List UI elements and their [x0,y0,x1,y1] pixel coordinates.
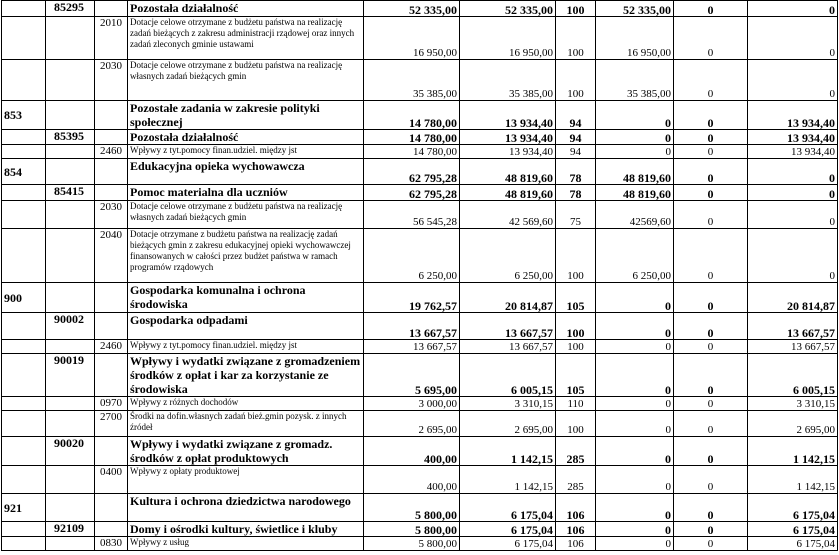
division-code-cell: 853 [2,101,46,130]
execution-percent-cell: 100 [556,1,596,17]
agreement-amount-cell: 0 [674,60,748,101]
description-cell: Wpływy i wydatki związane z gromadzeniem środków z opłat i kar za korzystanie ze środowiska [128,354,364,397]
paragraph-code-cell [95,494,128,522]
chapter-code-cell: 85395 [46,130,95,145]
own-amount-cell: 6 175,04 [748,494,838,522]
commissioned-amount-cell: 0 [596,466,674,494]
planned-amount-cell: 62 795,28 [364,185,460,201]
agreement-amount-cell: 0 [674,130,748,145]
division-code-cell [2,313,46,340]
chapter-code-cell: 90020 [46,437,95,466]
division-code-cell [2,354,46,397]
table-row [2,537,838,551]
agreement-amount-cell: 0 [674,201,748,229]
description-cell: Gospodarka komunalna i ochrona środowiska [128,283,364,313]
paragraph-code-cell [95,159,128,185]
executed-amount-cell: 48 819,60 [460,185,556,201]
execution-percent-cell: 78 [556,185,596,201]
budget-income-table [1,0,838,551]
paragraph-code-cell: 2030 [95,60,128,101]
chapter-code-cell [46,201,95,229]
agreement-amount-cell: 0 [674,17,748,60]
planned-amount-cell: 6 250,00 [364,229,460,283]
planned-amount-cell: 2 695,00 [364,411,460,437]
paragraph-code-cell: 2010 [95,17,128,60]
paragraph-code-cell [95,101,128,130]
commissioned-amount-cell: 35 385,00 [596,60,674,101]
paragraph-code-cell [95,1,128,17]
commissioned-amount-cell: 0 [596,130,674,145]
chapter-code-cell [46,537,95,551]
paragraph-code-cell [95,313,128,340]
agreement-amount-cell: 0 [674,411,748,437]
division-code-cell [2,340,46,354]
paragraph-code-cell: 2460 [95,340,128,354]
chapter-code-cell [46,60,95,101]
table-row [2,354,838,397]
paragraph-code-cell [95,130,128,145]
executed-amount-cell: 6 250,00 [460,229,556,283]
execution-percent-cell: 94 [556,130,596,145]
commissioned-amount-cell: 0 [596,522,674,537]
paragraph-code-cell: 2030 [95,201,128,229]
agreement-amount-cell: 0 [674,1,748,17]
division-code-cell [2,201,46,229]
planned-amount-cell: 35 385,00 [364,60,460,101]
executed-amount-cell: 6 005,15 [460,354,556,397]
planned-amount-cell: 13 667,57 [364,313,460,340]
description-cell: Pozostała działalność [128,130,364,145]
executed-amount-cell: 3 310,15 [460,397,556,411]
commissioned-amount-cell: 0 [596,145,674,159]
table-row [2,185,838,201]
table-row [2,201,838,229]
executed-amount-cell: 6 175,04 [460,537,556,551]
own-amount-cell: 2 695,00 [748,411,838,437]
executed-amount-cell: 1 142,15 [460,466,556,494]
description-cell: Środki na dofin.własnych zadań bież.gmin pozysk. z innych źródeł [128,411,364,437]
execution-percent-cell: 106 [556,522,596,537]
planned-amount-cell: 62 795,28 [364,159,460,185]
division-code-cell [2,411,46,437]
planned-amount-cell: 400,00 [364,437,460,466]
execution-percent-cell: 78 [556,159,596,185]
division-code-cell [2,185,46,201]
executed-amount-cell: 42 569,60 [460,201,556,229]
chapter-code-cell [46,159,95,185]
description-cell: Wpływy z tyt.pomocy finan.udziel. między jst [128,340,364,354]
planned-amount-cell: 56 545,28 [364,201,460,229]
division-code-cell [2,229,46,283]
execution-percent-cell: 94 [556,101,596,130]
planned-amount-cell: 16 950,00 [364,17,460,60]
own-amount-cell: 3 310,15 [748,397,838,411]
division-code-cell [2,60,46,101]
paragraph-code-cell [95,437,128,466]
paragraph-code-cell: 2460 [95,145,128,159]
description-cell: Wpływy z różnych dochodów [128,397,364,411]
chapter-code-cell [46,411,95,437]
division-code-cell: 854 [2,159,46,185]
description-cell: Wpływy i wydatki związane z gromadz. środków z opłat produktowych [128,437,364,466]
division-code-cell: 900 [2,283,46,313]
agreement-amount-cell: 0 [674,522,748,537]
description-cell: Edukacyjna opieka wychowawcza [128,159,364,185]
own-amount-cell: 13 934,40 [748,130,838,145]
chapter-code-cell [46,145,95,159]
agreement-amount-cell: 0 [674,340,748,354]
table-row [2,397,838,411]
own-amount-cell: 13 667,57 [748,313,838,340]
table-row [2,283,838,313]
executed-amount-cell: 13 667,57 [460,313,556,340]
description-cell: Pozostałe zadania w zakresie polityki społecznej [128,101,364,130]
agreement-amount-cell: 0 [674,283,748,313]
table-row [2,522,838,537]
paragraph-code-cell [95,522,128,537]
planned-amount-cell: 14 780,00 [364,101,460,130]
table-row [2,101,838,130]
description-cell: Dotacje celowe otrzymane z budżetu państwa na realizację zadań bieżących z zakresu administracji rządowej oraz innych zadań zleconych gminie ustawami [128,17,364,60]
chapter-code-cell [46,340,95,354]
execution-percent-cell: 106 [556,494,596,522]
chapter-code-cell [46,466,95,494]
execution-percent-cell: 100 [556,313,596,340]
executed-amount-cell: 6 175,04 [460,494,556,522]
planned-amount-cell: 5 800,00 [364,522,460,537]
executed-amount-cell: 16 950,00 [460,17,556,60]
execution-percent-cell: 106 [556,537,596,551]
agreement-amount-cell: 0 [674,185,748,201]
agreement-amount-cell: 0 [674,494,748,522]
planned-amount-cell: 14 780,00 [364,145,460,159]
paragraph-code-cell [95,283,128,313]
table-row [2,437,838,466]
execution-percent-cell: 105 [556,354,596,397]
planned-amount-cell: 13 667,57 [364,340,460,354]
commissioned-amount-cell: 42569,60 [596,201,674,229]
description-cell: Wpływy z tyt.pomocy finan.udziel. między jst [128,145,364,159]
own-amount-cell: 0 [748,229,838,283]
division-code-cell [2,145,46,159]
agreement-amount-cell: 0 [674,537,748,551]
chapter-code-cell [46,397,95,411]
table-row [2,411,838,437]
own-amount-cell: 6 005,15 [748,354,838,397]
executed-amount-cell: 1 142,15 [460,437,556,466]
division-code-cell [2,397,46,411]
table-row [2,17,838,60]
own-amount-cell: 13 934,40 [748,145,838,159]
paragraph-code-cell: 2040 [95,229,128,283]
commissioned-amount-cell: 0 [596,411,674,437]
table-row [2,60,838,101]
table-row [2,229,838,283]
execution-percent-cell: 100 [556,17,596,60]
description-cell: Gospodarka odpadami [128,313,364,340]
execution-percent-cell: 100 [556,60,596,101]
division-code-cell: 921 [2,494,46,522]
planned-amount-cell: 5 800,00 [364,494,460,522]
execution-percent-cell: 285 [556,437,596,466]
commissioned-amount-cell: 0 [596,397,674,411]
paragraph-code-cell: 2700 [95,411,128,437]
paragraph-code-cell: 0400 [95,466,128,494]
agreement-amount-cell: 0 [674,397,748,411]
agreement-amount-cell: 0 [674,466,748,494]
executed-amount-cell: 48 819,60 [460,159,556,185]
commissioned-amount-cell: 0 [596,283,674,313]
executed-amount-cell: 20 814,87 [460,283,556,313]
commissioned-amount-cell: 48 819,60 [596,185,674,201]
division-code-cell [2,130,46,145]
description-cell: Domy i ośrodki kultury, świetlice i kluby [128,522,364,537]
planned-amount-cell: 52 335,00 [364,1,460,17]
table-row [2,340,838,354]
agreement-amount-cell: 0 [674,313,748,340]
paragraph-code-cell [95,185,128,201]
table-row [2,313,838,340]
chapter-code-cell: 92109 [46,522,95,537]
division-code-cell [2,437,46,466]
chapter-code-cell [46,283,95,313]
agreement-amount-cell: 0 [674,229,748,283]
agreement-amount-cell: 0 [674,145,748,159]
commissioned-amount-cell: 0 [596,340,674,354]
table-body [2,1,838,551]
paragraph-code-cell: 0830 [95,537,128,551]
paragraph-code-cell: 0970 [95,397,128,411]
chapter-code-cell [46,494,95,522]
division-code-cell [2,17,46,60]
planned-amount-cell: 19 762,57 [364,283,460,313]
own-amount-cell: 0 [748,185,838,201]
commissioned-amount-cell: 0 [596,101,674,130]
own-amount-cell: 0 [748,1,838,17]
chapter-code-cell: 90002 [46,313,95,340]
executed-amount-cell: 13 934,40 [460,101,556,130]
table-row [2,1,838,17]
table-row [2,145,838,159]
description-cell: Wpływy z opłaty produktowej [128,466,364,494]
commissioned-amount-cell: 0 [596,494,674,522]
commissioned-amount-cell: 48 819,60 [596,159,674,185]
commissioned-amount-cell: 52 335,00 [596,1,674,17]
table-row [2,130,838,145]
executed-amount-cell: 6 175,04 [460,522,556,537]
commissioned-amount-cell: 0 [596,537,674,551]
description-cell: Dotacje celowe otrzymane z budżetu państwa na realizację własnych zadań bieżących gmin [128,60,364,101]
chapter-code-cell: 85295 [46,1,95,17]
commissioned-amount-cell: 0 [596,354,674,397]
agreement-amount-cell: 0 [674,159,748,185]
own-amount-cell: 0 [748,201,838,229]
planned-amount-cell: 5 695,00 [364,354,460,397]
division-code-cell [2,537,46,551]
own-amount-cell: 6 175,04 [748,537,838,551]
own-amount-cell: 0 [748,17,838,60]
own-amount-cell: 6 175,04 [748,522,838,537]
own-amount-cell: 0 [748,159,838,185]
commissioned-amount-cell: 0 [596,437,674,466]
agreement-amount-cell: 0 [674,101,748,130]
planned-amount-cell: 14 780,00 [364,130,460,145]
own-amount-cell: 1 142,15 [748,437,838,466]
description-cell: Kultura i ochrona dziedzictwa narodowego [128,494,364,522]
execution-percent-cell: 100 [556,411,596,437]
own-amount-cell: 1 142,15 [748,466,838,494]
execution-percent-cell: 105 [556,283,596,313]
execution-percent-cell: 285 [556,466,596,494]
executed-amount-cell: 13 934,40 [460,145,556,159]
own-amount-cell: 13 667,57 [748,340,838,354]
description-cell: Dotacje celowe otrzymane z budżetu państwa na realizację własnych zadań bieżących gmin [128,201,364,229]
paragraph-code-cell [95,354,128,397]
execution-percent-cell: 110 [556,397,596,411]
planned-amount-cell: 5 800,00 [364,537,460,551]
division-code-cell [2,1,46,17]
execution-percent-cell: 75 [556,201,596,229]
description-cell: Pomoc materialna dla uczniów [128,185,364,201]
chapter-code-cell [46,229,95,283]
executed-amount-cell: 2 695,00 [460,411,556,437]
chapter-code-cell [46,101,95,130]
execution-percent-cell: 100 [556,229,596,283]
execution-percent-cell: 100 [556,340,596,354]
executed-amount-cell: 13 934,40 [460,130,556,145]
executed-amount-cell: 35 385,00 [460,60,556,101]
commissioned-amount-cell: 0 [596,313,674,340]
division-code-cell [2,466,46,494]
execution-percent-cell: 94 [556,145,596,159]
commissioned-amount-cell: 6 250,00 [596,229,674,283]
chapter-code-cell: 90019 [46,354,95,397]
planned-amount-cell: 3 000,00 [364,397,460,411]
own-amount-cell: 20 814,87 [748,283,838,313]
executed-amount-cell: 52 335,00 [460,1,556,17]
division-code-cell [2,522,46,537]
own-amount-cell: 0 [748,60,838,101]
chapter-code-cell: 85415 [46,185,95,201]
own-amount-cell: 13 934,40 [748,101,838,130]
executed-amount-cell: 13 667,57 [460,340,556,354]
table-row [2,494,838,522]
description-cell: Pozostała działalność [128,1,364,17]
planned-amount-cell: 400,00 [364,466,460,494]
chapter-code-cell [46,17,95,60]
table-row [2,466,838,494]
agreement-amount-cell: 0 [674,437,748,466]
description-cell: Wpływy z usług [128,537,364,551]
commissioned-amount-cell: 16 950,00 [596,17,674,60]
agreement-amount-cell: 0 [674,354,748,397]
description-cell: Dotacje otrzymane z budżetu państwa na realizację zadań bieżących gmin z zakresu edukacyjnej opieki wychowawczej finansowanych w całości przez budżet państwa w ramach programów rządowych [128,229,364,283]
table-row [2,159,838,185]
